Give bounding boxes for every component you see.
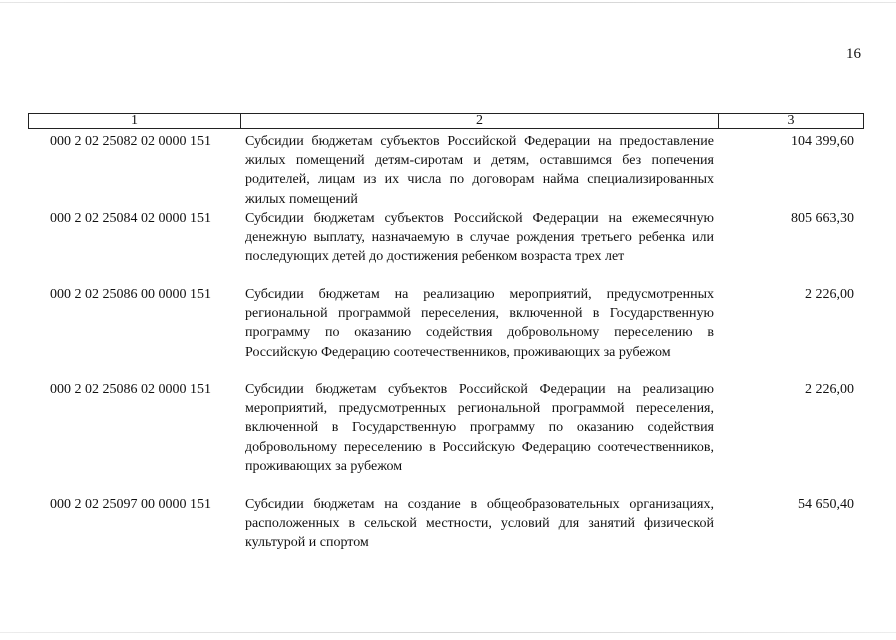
scan-edge-bottom (0, 632, 896, 633)
page-number: 16 (846, 46, 861, 62)
row-amount: 805 663,30 (791, 211, 854, 226)
row-amount: 2 226,00 (805, 382, 854, 397)
row-description: Субсидии бюджетам на реализацию мероприятий, предусмотренных региональной программой переселения, включенной в Государственную программу по оказанию содействия добровольному переселению в Российскую Федерацию соотечественников, проживающих за рубежом (245, 287, 714, 360)
row-code: 000 2 02 25084 02 0000 151 (50, 211, 211, 226)
row-description: Субсидии бюджетам на создание в общеобразовательных организациях, расположенных в сельской местности, условий для занятий физической культурой и спортом (245, 497, 714, 551)
table-header (28, 113, 864, 129)
row-code: 000 2 02 25082 02 0000 151 (50, 134, 211, 149)
row-code: 000 2 02 25097 00 0000 151 (50, 497, 211, 512)
row-amount: 2 226,00 (805, 287, 854, 302)
row-description: Субсидии бюджетам субъектов Российской Федерации на предоставление жилых помещений детям-сиротам и детям, оставшимся без попечения родителей, лицам из их числа по договорам найма специализированных жилых помещений (245, 134, 714, 207)
column-header-1: 1 (29, 114, 241, 128)
row-amount: 104 399,60 (791, 134, 854, 149)
column-header-3: 3 (787, 113, 795, 128)
row-description: Субсидии бюджетам субъектов Российской Федерации на реализацию мероприятий, предусмотренных региональной программой переселения, включенной в Государственную программу по оказанию содействия добровольному переселению в Российскую Федерацию соотечественников, проживающих за рубежом (245, 382, 714, 474)
row-code: 000 2 02 25086 02 0000 151 (50, 382, 211, 397)
row-amount: 54 650,40 (798, 497, 854, 512)
scan-edge-top (0, 2, 896, 3)
row-description: Субсидии бюджетам субъектов Российской Федерации на ежемесячную денежную выплату, назначаемую в случае рождения третьего ребенка или последующих детей до достижения ребенком возраста трех лет (245, 211, 714, 265)
row-code: 000 2 02 25086 00 0000 151 (50, 287, 211, 302)
column-header-2: 2 (241, 114, 719, 128)
